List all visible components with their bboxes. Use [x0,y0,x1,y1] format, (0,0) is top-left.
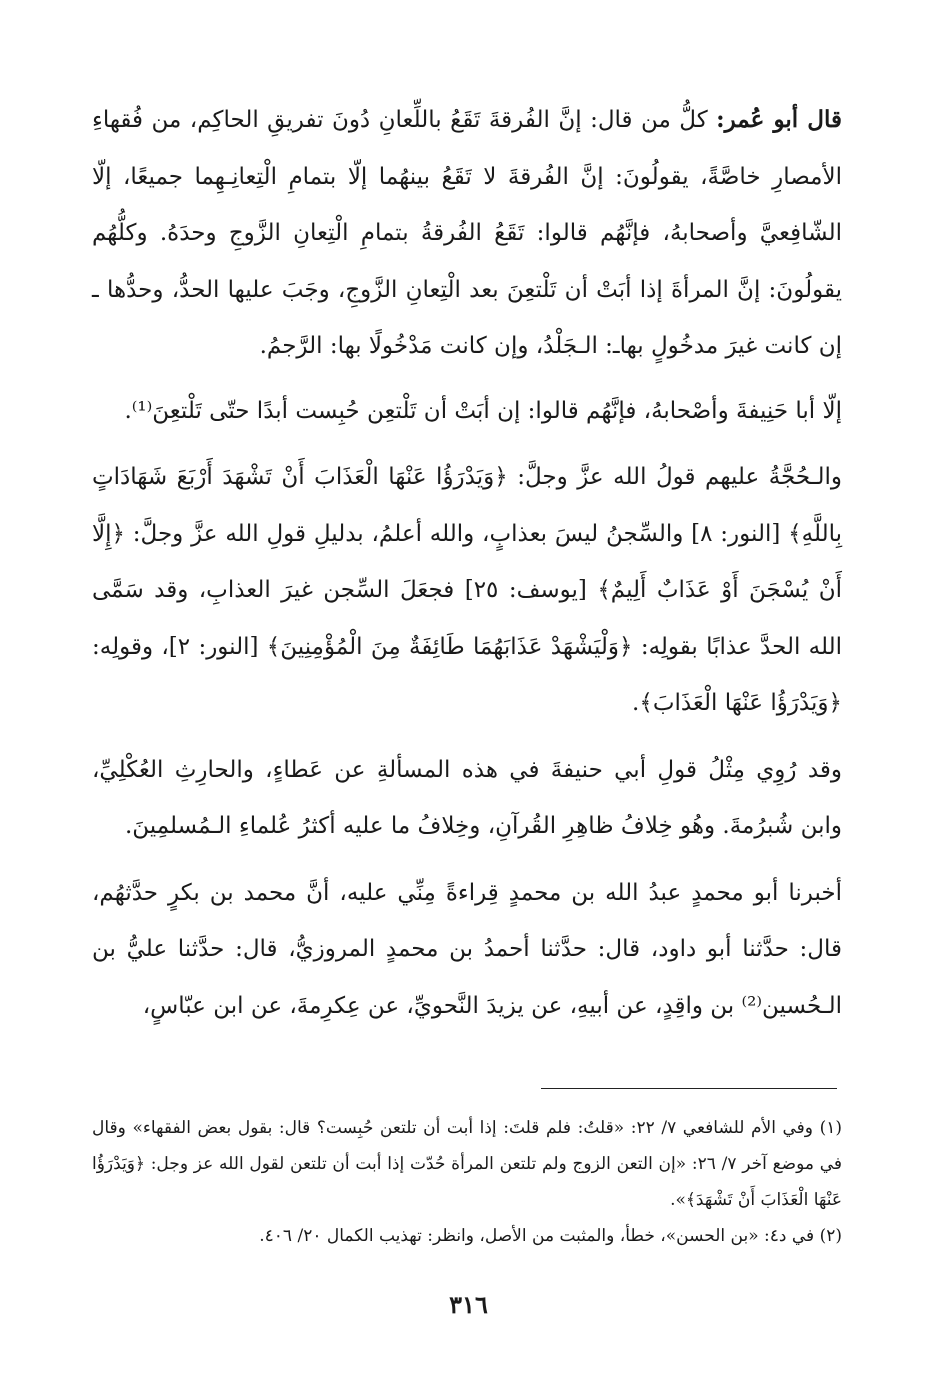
paragraph-2 [92,383,842,440]
paragraph-3 [92,449,842,732]
page-body [92,92,842,1034]
paragraph-text: كلُّ من قال: إنَّ الفُرقةَ تَقَعُ باللِّعانِ دُونَ تفريقِ الحاكِم، من فُقهاءِ الأمصارِ خاصَّةً، يقولُونَ: إنَّ الفُرقةَ لا تَقَعُ بينهُما إلّا بتمامِ الْتِعانِـهِما جميعًا، إلّا الشّافِعيَّ وأصحابهُ، فإنَّهُم قالوا: تَقَعُ الفُرقةُ بتمامِ الْتِعانِ الزَّوجِ وحدَهُ. وكلُّهُم يقولُونَ: إنَّ المرأةَ إذا أبَتْ أن تَلْتعِنَ بعد الْتِعانِ الزَّوجِ، وجَبَ عليها الحدُّ، وحدُّها ـ إن كانت غيرَ مدخُولٍ بهاـ: الـجَلْدُ، وإن كانت مَدْخُولًا بها: الرَّجمُ. [92,107,842,359]
footnote-divider [541,1088,837,1089]
paragraph-text: وقد رُوِي مِثْلُ قولِ أبي حنيفةَ في هذه المسألةِ عن عَطاءٍ، والحارِثِ العُكْلِيِّ، وابن شُبرُمةَ. وهُو خِلافُ ظاهِرِ القُرآنِ، وخِلافُ ما عليه أكثرُ عُلماءِ الـمُسلمِينَ. [92,756,842,839]
footnote-2: (٢) في د٤: «بن الحسن»، خطأ، والمثبت من الأصل، وانظر: تهذيب الكمال ٢٠/ ٤٠٦. [259,1226,842,1246]
paragraph-text: أخبرنا أبو محمدٍ عبدُ الله بن محمدٍ قِراءةً مِنِّي عليه، أنَّ محمد بن بكرٍ حدَّثهُم، قال: حدَّثنا أبو داود، قال: حدَّثنا أحمدُ بن محمدٍ المروزيُّ، قال: حدَّثنا عليُّ بن الـحُسين⁽²⁾ بن واقِدٍ، عن أبيهِ، عن يزيدَ النَّحويِّ، عن عِكرِمةَ، عن ابن عبّاسٍ، [92,879,842,1019]
paragraph-text: إلّا أبا حَنِيفةَ وأصْحابهُ، فإنَّهُم قالوا: إن أبَتْ أن تَلْتعِن حُبِست أبدًا حتّى تَلْتعِنَ⁽¹⁾. [124,397,842,424]
page-number: ٣١٦ [449,1290,488,1319]
paragraph-4 [92,742,842,855]
paragraph-5 [92,865,842,1035]
paragraph-lead: قال أبو عُمر: [716,106,842,133]
paragraph-text: والـحُجَّةُ عليهم قولُ الله عزَّ وجلَّ: ﴿وَيَدْرَؤُا عَنْهَا الْعَذَابَ أَنْ تَشْهَدَ أَرْبَعَ شَهَادَاتٍ بِاللَّهِ﴾ [النور: ٨] والسِّجنُ ليسَ بعذابٍ، والله أعلمُ، بدليلِ قولِ الله عزَّ وجلَّ: ﴿إِلَّا أَنْ يُسْجَنَ أَوْ عَذَابٌ أَلِيمٌ﴾ [يوسف: ٢٥] فجعَلَ السِّجن غيرَ العذابِ، وقد سَمَّى الله الحدَّ عذابًا بقولِه: ﴿وَلْيَشْهَدْ عَذَابَهُمَا طَائِفَةٌ مِنَ الْمُؤْمِنِينَ﴾ [النور: ٢]، وقولِه: ﴿وَيَدْرَؤُا عَنْهَا الْعَذَابَ﴾. [92,464,842,716]
paragraph-1 [92,92,842,375]
footnote-1: (١) وفي الأم للشافعي ٧/ ٢٢: «قلتُ: فلم قلتَ: إذا أبت أن تلتعن حُبِست؟ قال: بقول بعض الفقهاء» وقال في موضع آخر ٧/ ٢٦: «إن التعن الزوج ولم تلتعن المرأة حُدّت إذا أبت أن تلتعن لقول الله عز وجل: ﴿وَيَدْرَؤُا عَنْهَا الْعَذَابَ أَنْ تَشْهَدَ﴾». [92,1118,842,1210]
footnotes [92,1110,842,1254]
